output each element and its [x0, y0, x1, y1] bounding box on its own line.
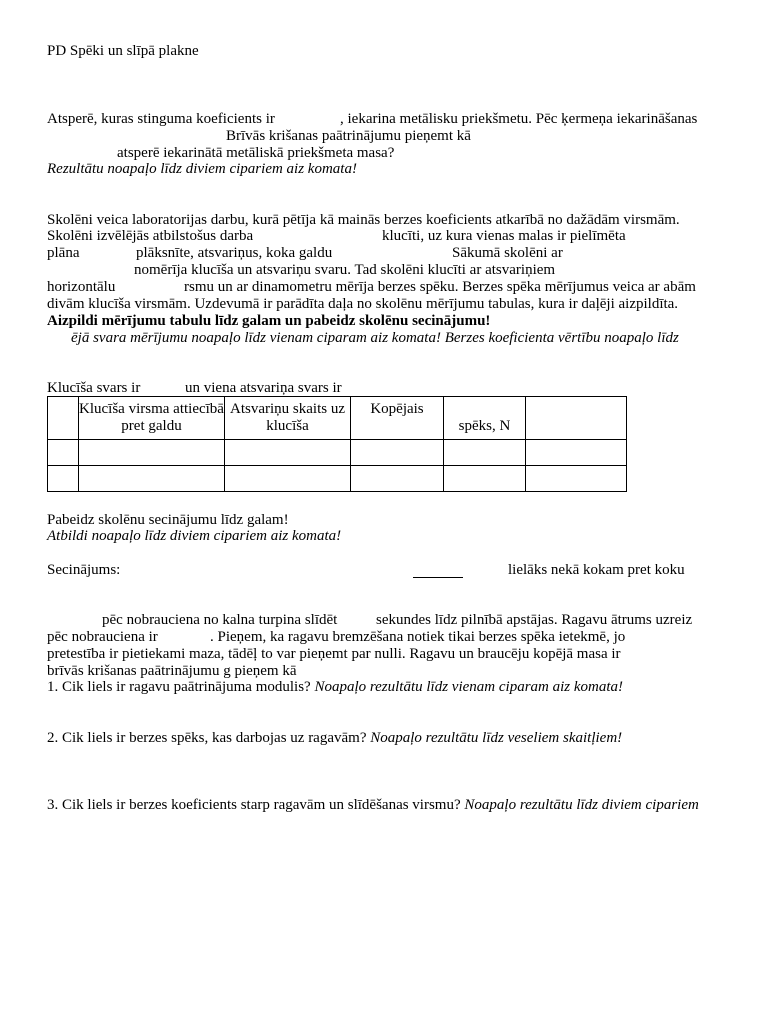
- finish-note: Atbildi noapaļo līdz diviem cipariem aiz komata!: [47, 528, 342, 544]
- question-2: 2. Cik liels ir berzes spēks, kas darbojas uz ragavām? Noapaļo rezultātu līdz veseliem skaitļiem!: [47, 730, 623, 746]
- task2-line1: Skolēni veica laboratorijas darbu, kurā pētīja kā mainās berzes koeficients atkarībā no dažādām virsmām.: [47, 212, 680, 228]
- table-cell[interactable]: [79, 440, 225, 466]
- task1-line1b: , iekarina metālisku priekšmetu. Pēc ķermeņa iekarināšanas: [340, 111, 698, 127]
- table-cell[interactable]: [48, 466, 79, 492]
- task2-line5b: rsmu un ar dinamometru mērīja berzes spēku. Berzes spēka mērījumus veica ar abām: [184, 279, 696, 295]
- task2-line2b: klucīti, uz kura vienas malas ir pielīmēta: [382, 228, 626, 244]
- task2-instruction: Aizpildi mērījumu tabulu līdz galam un pabeidz skolēnu secinājumu!: [47, 313, 491, 329]
- table-cell[interactable]: [444, 466, 526, 492]
- table-row: [48, 466, 627, 492]
- task2-line4: nomērīja klucīša un atsvariņu svaru. Tad skolēni klucīti ar atsvariņiem: [134, 262, 556, 278]
- table-cell[interactable]: [444, 440, 526, 466]
- task2-note: ējā svara mērījumu noapaļo līdz vienam ciparam aiz komata! Berzes koeficienta vērtību noapaļo līdz: [71, 330, 679, 346]
- task3-line2a: pēc nobrauciena ir: [47, 629, 158, 645]
- question-3: 3. Cik liels ir berzes koeficients starp ragavām un slīdēšanas virsmu? Noapaļo rezultātu līdz diviem cipariem: [47, 797, 699, 813]
- conclusion-blank[interactable]: [413, 565, 463, 578]
- task2-line2a: Skolēni izvēlējās atbilstošus darba: [47, 228, 254, 244]
- table-header-cell: Kopējais: [351, 397, 444, 440]
- task1-line1a: Atsperē, kuras stinguma koeficients ir: [47, 111, 275, 127]
- task2-line3a: plāna: [47, 245, 80, 261]
- table-row: [48, 440, 627, 466]
- table-header-cell: [526, 397, 627, 440]
- table-header-cell: [48, 397, 79, 440]
- task2-line3c: Sākumā skolēni ar: [452, 245, 563, 261]
- table-cell[interactable]: [351, 440, 444, 466]
- task1-line2: Brīvās krišanas paātrinājumu pieņemt kā: [226, 128, 471, 144]
- table-header-row: [48, 397, 627, 440]
- table-cell[interactable]: [526, 466, 627, 492]
- task2-line5a: horizontālu: [47, 279, 116, 295]
- weights-label-b: un viena atsvariņa svars ir: [185, 380, 342, 396]
- task2-line3b: plāksnīte, atsvariņus, koka galdu: [136, 245, 333, 261]
- task3-line1b: sekundes līdz pilnībā apstājas. Ragavu ātrums uzreiz: [376, 612, 693, 628]
- page-title: PD Spēki un slīpā plakne: [47, 43, 199, 59]
- weights-label-a: Klucīša svars ir: [47, 380, 141, 396]
- finish-instruction: Pabeidz skolēnu secinājumu līdz galam!: [47, 512, 289, 528]
- task1-note: Rezultātu noapaļo līdz diviem cipariem aiz komata!: [47, 161, 357, 177]
- task3-line2b: . Pieņem, ka ragavu bremzēšana notiek tikai berzes spēka ietekmē, jo: [210, 629, 626, 645]
- table-header-cell: spēks, N: [444, 397, 526, 440]
- table-cell[interactable]: [48, 440, 79, 466]
- table-header-cell: Klucīša virsma attiecībā pret galdu: [79, 397, 225, 440]
- question-1: 1. Cik liels ir ragavu paātrinājuma modulis? Noapaļo rezultātu līdz vienam ciparam aiz komata!: [47, 679, 624, 695]
- conclusion-end: lielāks nekā kokam pret koku: [508, 562, 685, 578]
- measurement-table: [47, 396, 627, 492]
- task3-line1a: pēc nobrauciena no kalna turpina slīdēt: [102, 612, 338, 628]
- table-cell[interactable]: [351, 466, 444, 492]
- task3-line3: pretestība ir pietiekami maza, tādēļ to var pieņemt par nulli. Ragavu un braucēju kopējā masa ir: [47, 646, 621, 662]
- table-cell[interactable]: [79, 466, 225, 492]
- task3-line4: brīvās krišanas paātrinājumu g pieņem kā: [47, 663, 297, 679]
- table-cell[interactable]: [526, 440, 627, 466]
- table-cell[interactable]: [225, 466, 351, 492]
- task1-line3: atsperē iekarinātā metāliskā priekšmeta masa?: [117, 145, 395, 161]
- task2-line6: divām klucīša virsmām. Uzdevumā ir parādīta daļa no skolēnu mērījumu tabulas, kura ir daļēji aizpildīta.: [47, 296, 679, 312]
- table-cell[interactable]: [225, 440, 351, 466]
- conclusion-label: Secinājums:: [47, 562, 121, 578]
- table-header-cell: Atsvariņu skaits uz klucīša: [225, 397, 351, 440]
